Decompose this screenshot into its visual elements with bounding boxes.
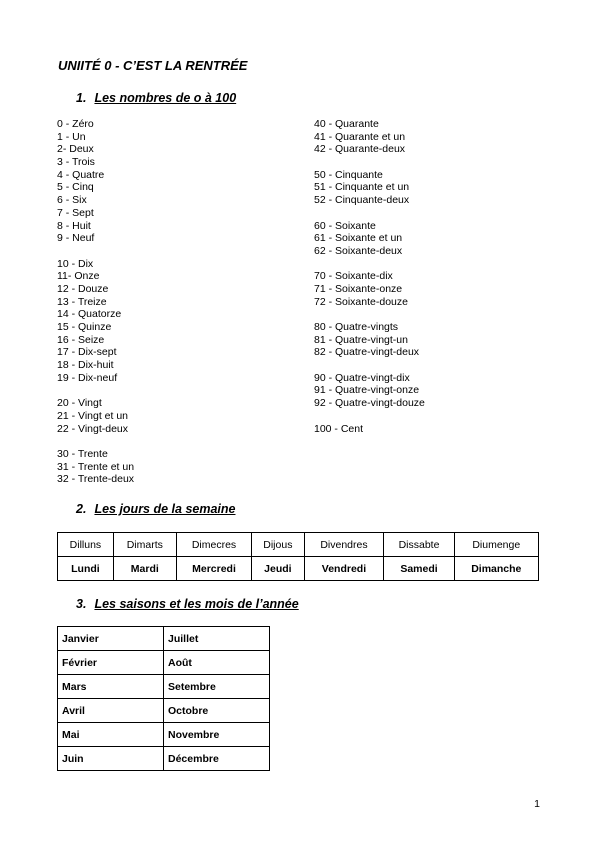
list-spacer: [57, 435, 134, 448]
number-item: 8 - Huit: [57, 219, 91, 232]
number-item: 22 - Vingt-deux: [57, 422, 129, 435]
number-item: 41 - Quarante et un: [314, 130, 406, 143]
month-cell: Janvier: [58, 627, 164, 651]
number-item: 12 - Douze: [57, 282, 109, 295]
number-item: 50 - Cinquante: [314, 168, 383, 181]
number-item: 16 - Seize: [57, 333, 105, 346]
number-item: 80 - Quatre-vingts: [314, 321, 399, 333]
section-number: 3.: [76, 597, 87, 611]
section-title: Les saisons et les mois de l’année: [94, 597, 299, 611]
section-number: 1.: [76, 91, 87, 105]
number-item: 6 - Six: [57, 194, 87, 207]
number-item: 90 - Quatre-vingt-dix: [314, 371, 410, 384]
day-cell: Dimanche: [454, 557, 538, 581]
number-item: 40 - Quarante: [314, 118, 379, 130]
numbers-list-right: [314, 118, 425, 435]
day-cell: Divendres: [304, 533, 384, 557]
number-item: 9 - Neuf: [57, 232, 95, 245]
section-title: Les nombres de o à 100: [94, 91, 237, 105]
table-row: [58, 699, 270, 723]
month-cell: Décembre: [164, 747, 270, 771]
section-heading-days: [76, 502, 235, 516]
section-heading-months: [76, 597, 299, 611]
number-item: 52 - Cinquante-deux: [314, 194, 410, 207]
list-spacer: [314, 410, 425, 423]
number-item: 92 - Quatre-vingt-douze: [314, 397, 425, 410]
month-cell: Avril: [58, 699, 164, 723]
list-spacer: [314, 258, 425, 271]
day-cell: Dijous: [252, 533, 304, 557]
number-item: 30 - Trente: [57, 447, 108, 460]
days-row-french: [58, 557, 539, 581]
list-spacer: [57, 384, 134, 397]
number-item: 19 - Dix-neuf: [57, 371, 118, 384]
month-cell: Juin: [58, 747, 164, 771]
number-item: 21 - Vingt et un: [57, 409, 129, 422]
day-cell: Samedi: [384, 557, 454, 581]
months-table: [57, 626, 270, 771]
number-item: 3 - Trois: [57, 156, 95, 169]
month-cell: Août: [164, 651, 270, 675]
number-item: 60 - Soixante: [314, 219, 376, 232]
table-row: [58, 675, 270, 699]
number-item: 4 - Quatre: [57, 168, 105, 181]
document-title: UNIITÉ 0 - C’EST LA RENTRÉE: [58, 58, 248, 73]
number-item: 32 - Trente-deux: [57, 473, 135, 486]
day-cell: Jeudi: [252, 557, 304, 581]
section-number: 2.: [76, 502, 87, 516]
page-number: 1: [534, 798, 540, 810]
number-item: 1 - Un: [57, 130, 86, 143]
section-title: Les jours de la semaine: [94, 502, 236, 516]
number-item: 71 - Soixante-onze: [314, 282, 403, 295]
month-cell: Setembre: [164, 675, 270, 699]
number-item: 91 - Quatre-vingt-onze: [314, 384, 420, 397]
number-item: 61 - Soixante et un: [314, 232, 403, 245]
section-heading-numbers: [76, 91, 236, 105]
month-cell: Juillet: [164, 627, 270, 651]
day-cell: Diumenge: [454, 533, 538, 557]
number-item: 5 - Cinq: [57, 181, 94, 194]
month-cell: Mai: [58, 723, 164, 747]
number-item: 81 - Quatre-vingt-un: [314, 333, 408, 346]
number-item: 13 - Treize: [57, 295, 107, 308]
day-cell: Dimarts: [113, 533, 176, 557]
month-cell: Mars: [58, 675, 164, 699]
number-item: 10 - Dix: [57, 257, 94, 270]
table-row: [58, 747, 270, 771]
number-item: 14 - Quatorze: [57, 308, 122, 321]
table-row: [58, 627, 270, 651]
number-item: 100 - Cent: [314, 422, 364, 435]
number-item: 2- Deux: [57, 143, 94, 156]
table-row: [58, 723, 270, 747]
list-spacer: [314, 156, 425, 169]
number-item: 17 - Dix-sept: [57, 346, 117, 359]
list-spacer: [314, 207, 425, 220]
number-item: 62 - Soixante-deux: [314, 244, 403, 257]
day-cell: Dissabte: [384, 533, 454, 557]
number-item: 42 - Quarante-deux: [314, 143, 406, 156]
number-item: 18 - Dix-huit: [57, 359, 114, 372]
month-cell: Octobre: [164, 699, 270, 723]
numbers-list-left: [57, 118, 134, 486]
day-cell: Lundi: [58, 557, 114, 581]
list-spacer: [314, 359, 425, 372]
days-row-catalan: [58, 533, 539, 557]
number-item: 15 - Quinze: [57, 321, 112, 333]
number-item: 51 - Cinquante et un: [314, 181, 410, 194]
month-cell: Novembre: [164, 723, 270, 747]
table-row: [58, 651, 270, 675]
number-item: 20 - Vingt: [57, 397, 102, 410]
day-cell: Mercredi: [176, 557, 251, 581]
day-cell: Dilluns: [58, 533, 114, 557]
day-cell: Mardi: [113, 557, 176, 581]
number-item: 82 - Quatre-vingt-deux: [314, 346, 420, 359]
number-item: 7 - Sept: [57, 206, 94, 219]
day-cell: Dimecres: [176, 533, 251, 557]
number-item: 0 - Zéro: [57, 118, 94, 130]
number-item: 31 - Trente et un: [57, 460, 135, 473]
list-spacer: [314, 308, 425, 321]
days-table: [57, 532, 539, 581]
number-item: 70 - Soixante-dix: [314, 270, 393, 283]
number-item: 11- Onze: [57, 270, 100, 283]
month-cell: Février: [58, 651, 164, 675]
list-spacer: [57, 245, 134, 258]
number-item: 72 - Soixante-douze: [314, 295, 408, 308]
day-cell: Vendredi: [304, 557, 384, 581]
